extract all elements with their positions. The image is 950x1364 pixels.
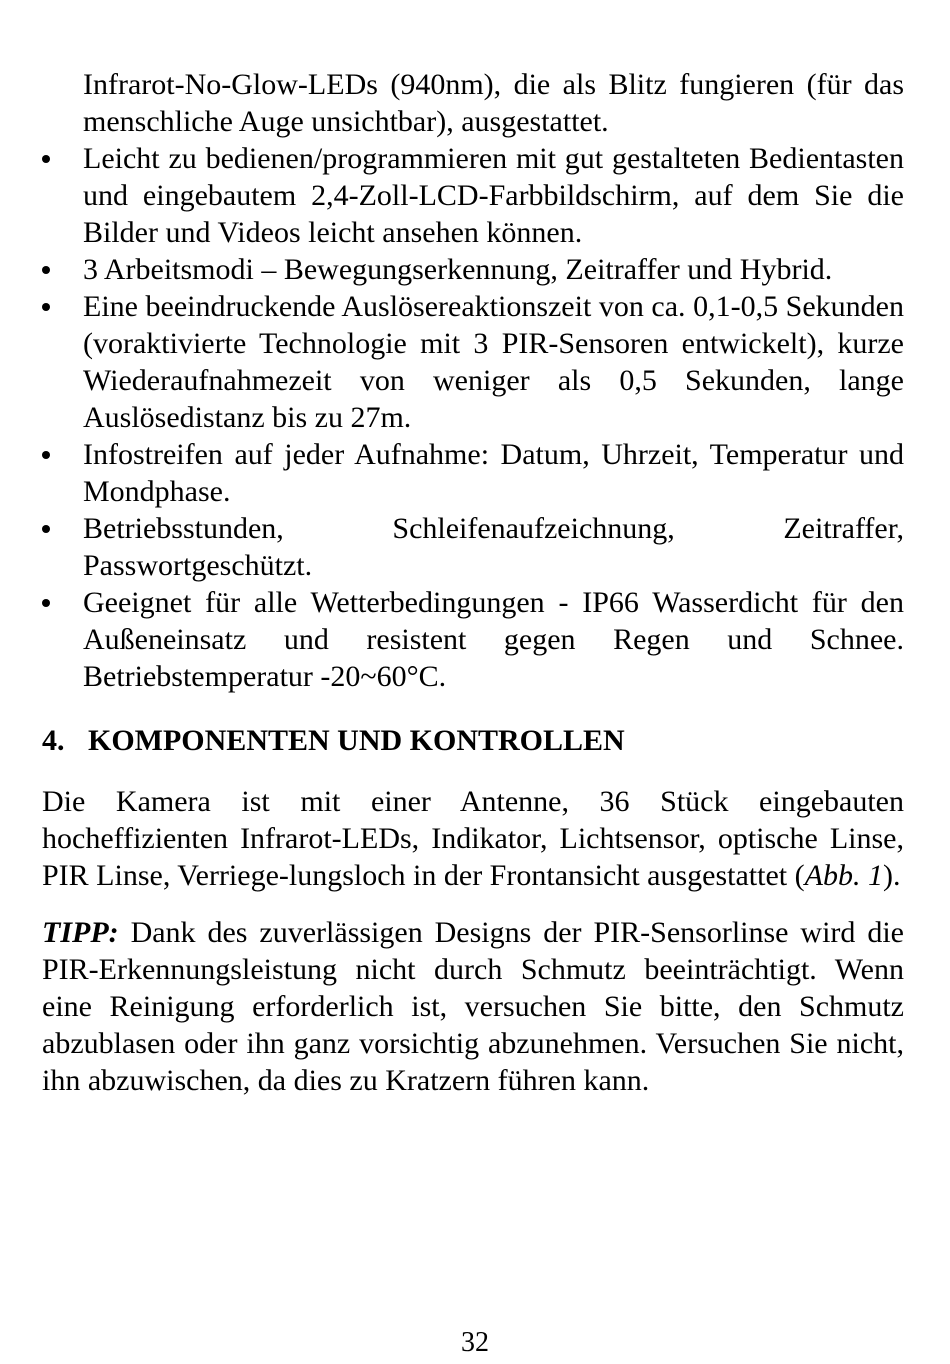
list-item [42, 140, 904, 251]
list-item-text: Geeignet für alle Wetterbedingungen - IP66 Wasserdicht für den Außeneinsatz und resistent gegen Regen und Schnee. Betriebstemperatur -20~60°C. [83, 586, 904, 693]
list-item-text: Eine beeindruckende Auslösereaktionszeit von ca. 0,1-0,5 Sekunden (voraktivierte Technologie mit 3 PIR-Sensoren entwickelt), kurze Wiederaufnahmezeit von weniger als 0,5 Sekunden, lange Auslösedistanz bis zu 27m. [83, 290, 904, 434]
tip-text: Dank des zuverlässigen Designs der PIR-Sensorlinse wird die PIR-Erkennungsleistung nicht durch Schmutz beeinträchtigt. Wenn eine Reinigung erforderlich ist, versuchen Sie bitte, den Schmutz abzublasen oder ihn ganz vorsichtig abzunehmen. Versuchen Sie nicht, ihn abzuwischen, da dies zu Kratzern führen kann. [42, 916, 904, 1097]
page-content [42, 66, 904, 1099]
list-item [42, 251, 904, 288]
section-paragraph [42, 783, 904, 894]
list-item [42, 584, 904, 695]
figure-reference: Abb. 1 [804, 859, 883, 892]
intro-continuation: Infrarot-No-Glow-LEDs (940nm), die als Blitz fungieren (für das menschliche Auge unsichtbar), ausgestattet. [83, 68, 904, 138]
list-item-text: Infostreifen auf jeder Aufnahme: Datum, Uhrzeit, Temperatur und Mondphase. [83, 438, 904, 508]
tip-label: TIPP: [42, 916, 119, 949]
section-number: 4. [42, 724, 65, 757]
section-heading [42, 722, 904, 759]
bullet-icon [42, 451, 50, 459]
list-item [42, 288, 904, 436]
page-number: 32 [461, 1327, 489, 1358]
tip-paragraph [42, 914, 904, 1099]
bullet-icon [42, 155, 50, 163]
bullet-icon [42, 266, 50, 274]
section-paragraph-end: ). [882, 859, 901, 892]
bullet-icon [42, 303, 50, 311]
list-item-text: Betriebsstunden, Schleifenaufzeichnung, Zeitraffer, Passwortgeschützt. [83, 512, 904, 582]
list-item-text: Leicht zu bedienen/programmieren mit gut gestalteten Bedientasten und eingebautem 2,4-Zoll-LCD-Farbbildschirm, auf dem Sie die Bilder und Videos leicht ansehen können. [83, 142, 904, 249]
bullet-icon [42, 599, 50, 607]
list-item-text: 3 Arbeitsmodi – Bewegungserkennung, Zeitraffer und Hybrid. [83, 253, 833, 286]
section-paragraph-text: Die Kamera ist mit einer Antenne, 36 Stück eingebauten hocheffizienten Infrarot-LEDs, Indikator, Lichtsensor, optische Linse, PIR Linse, Verriege-lungsloch in der Frontansicht ausgestattet ( [42, 785, 904, 892]
feature-list [42, 140, 904, 695]
bullet-icon [42, 525, 50, 533]
list-item [42, 510, 904, 584]
list-item [42, 436, 904, 510]
section-title: KOMPONENTEN UND KONTROLLEN [88, 724, 625, 757]
